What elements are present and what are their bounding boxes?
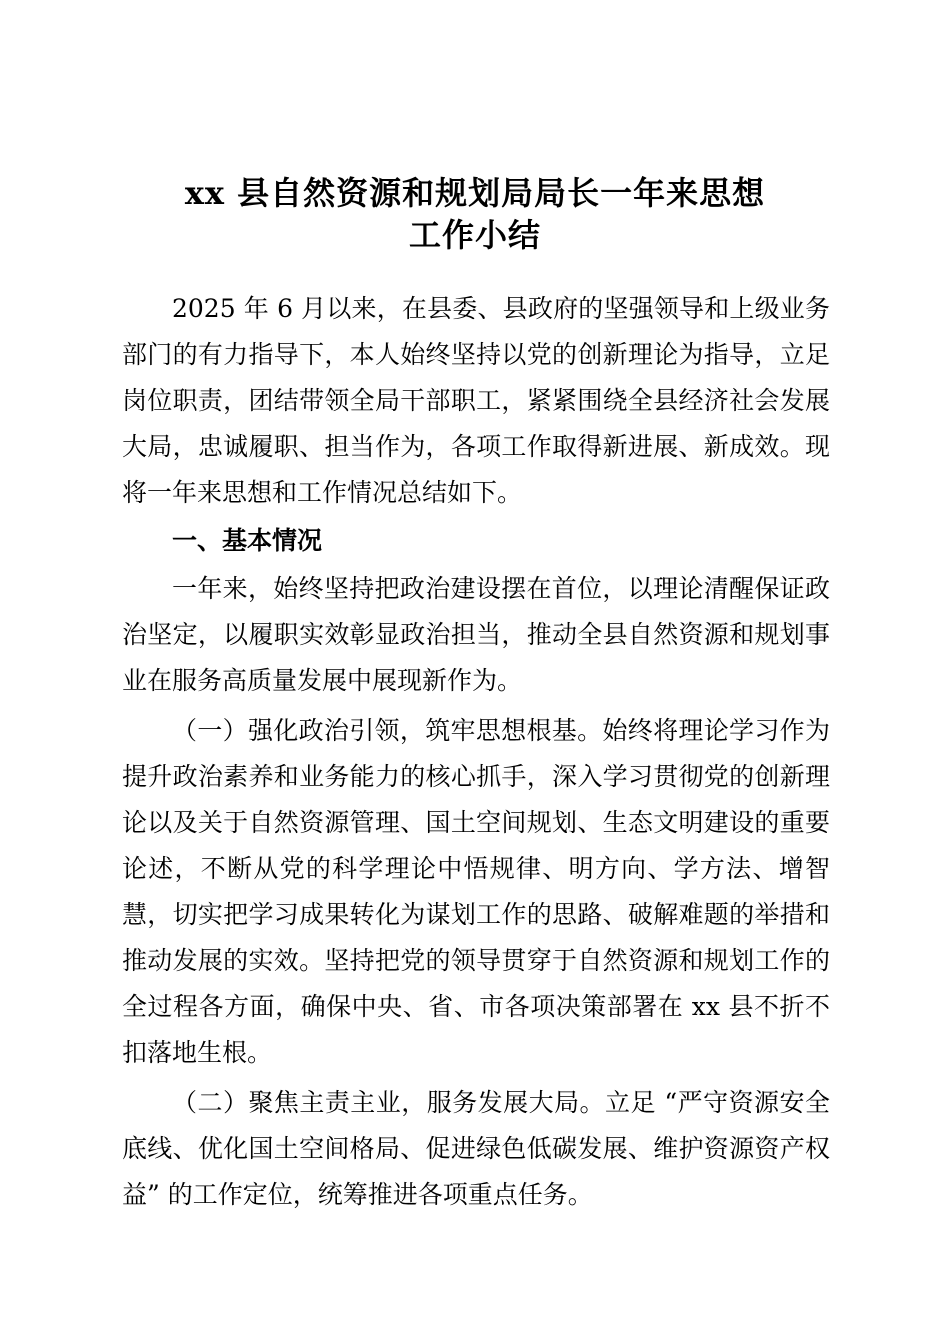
- title-line-2: 工作小结: [408, 216, 541, 254]
- subsection-paragraph-1: （一）强化政治引领，筑牢思想根基。始终将理论学习作为提升政治素养和业务能力的核心抓手，深入学习贯彻党的创新理论以及关于自然资源管理、国土空间规划、生态文明建设的重要论述，不断从党的科学理论中悟规律、明方向、学方法、增智慧，切实把学习成果转化为谋划工作的思路、破解难题的举措和推动发展的实效。坚持把党的领导贯穿于自然资源和规划工作的全过程各方面，确保中央、省、市各项决策部署在 xx 县不折不扣落地生根。: [122, 716, 830, 1067]
- document-body: [122, 286, 830, 1218]
- document-title: [120, 172, 830, 256]
- subsection-paragraph-2: （二）聚焦主责主业，服务发展大局。立足 “严守资源安全底线、优化国土空间格局、促进绿色低碳发展、维护资源资产权益” 的工作定位，统筹推进各项重点任务。: [122, 1088, 830, 1209]
- overview-paragraph: 一年来，始终坚持把政治建设摆在首位，以理论清醒保证政治坚定，以履职实效彰显政治担当，推动全县自然资源和规划事业在服务高质量发展中展现新作为。: [122, 574, 830, 695]
- intro-paragraph: 2025 年 6 月以来，在县委、县政府的坚强领导和上级业务部门的有力指导下，本人始终坚持以党的创新理论为指导，立足岗位职责，团结带领全局干部职工，紧紧围绕全县经济社会发展大局，忠诚履职、担当作为，各项工作取得新进展、新成效。现将一年来思想和工作情况总结如下。: [122, 294, 830, 507]
- section-heading-basic: 一、基本情况: [172, 526, 323, 555]
- title-line-1: xx 县自然资源和规划局局长一年来思想: [184, 174, 766, 212]
